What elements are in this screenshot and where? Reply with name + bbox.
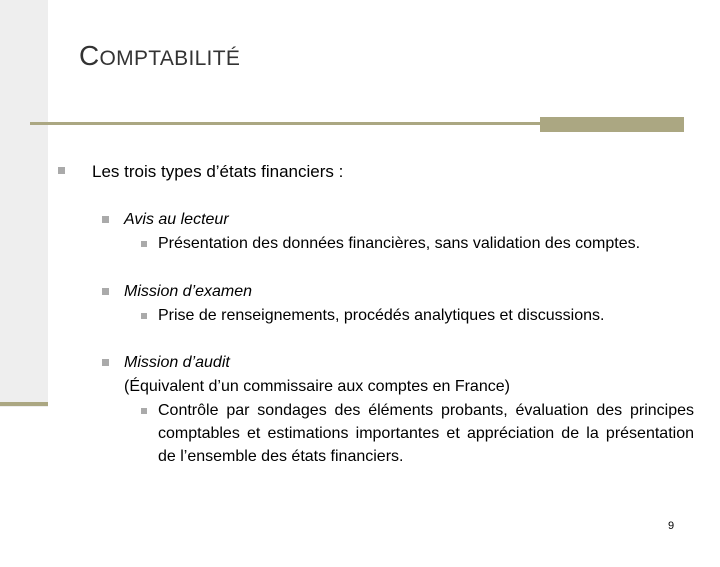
item-label-audit: Mission d’audit bbox=[124, 354, 230, 371]
item-note-audit: (Équivalent d’un commissaire aux comptes en France) bbox=[124, 378, 510, 395]
item-detail-examen: Prise de renseignements, procédés analytiques et discussions. bbox=[158, 307, 605, 324]
square-bullet-icon bbox=[141, 408, 147, 414]
slide-title-rest: OMPTABILITÉ bbox=[99, 47, 241, 70]
square-bullet-icon bbox=[102, 216, 109, 223]
slide-title bbox=[79, 40, 240, 72]
square-bullet-icon bbox=[102, 359, 109, 366]
item-detail-audit: Contrôle par sondages des éléments probants, évaluation des principes comptables et estimations importantes et appréciation de la présentation de l’ensemble des états financiers. bbox=[158, 402, 694, 465]
square-bullet-icon bbox=[58, 167, 65, 174]
left-band-accent bbox=[0, 402, 48, 406]
title-divider-block bbox=[540, 117, 684, 132]
item-detail-avis: Présentation des données financières, sans validation des comptes. bbox=[158, 235, 641, 252]
square-bullet-icon bbox=[102, 288, 109, 295]
left-decorative-band bbox=[0, 0, 48, 407]
page-number: 9 bbox=[668, 520, 675, 532]
square-bullet-icon bbox=[141, 241, 147, 247]
item-label-examen: Mission d’examen bbox=[124, 283, 253, 300]
item-label-avis: Avis au lecteur bbox=[124, 211, 229, 228]
square-bullet-icon bbox=[141, 313, 147, 319]
slide-title-first-letter: C bbox=[79, 40, 100, 71]
heading-text: Les trois types d’états financiers : bbox=[92, 162, 344, 181]
